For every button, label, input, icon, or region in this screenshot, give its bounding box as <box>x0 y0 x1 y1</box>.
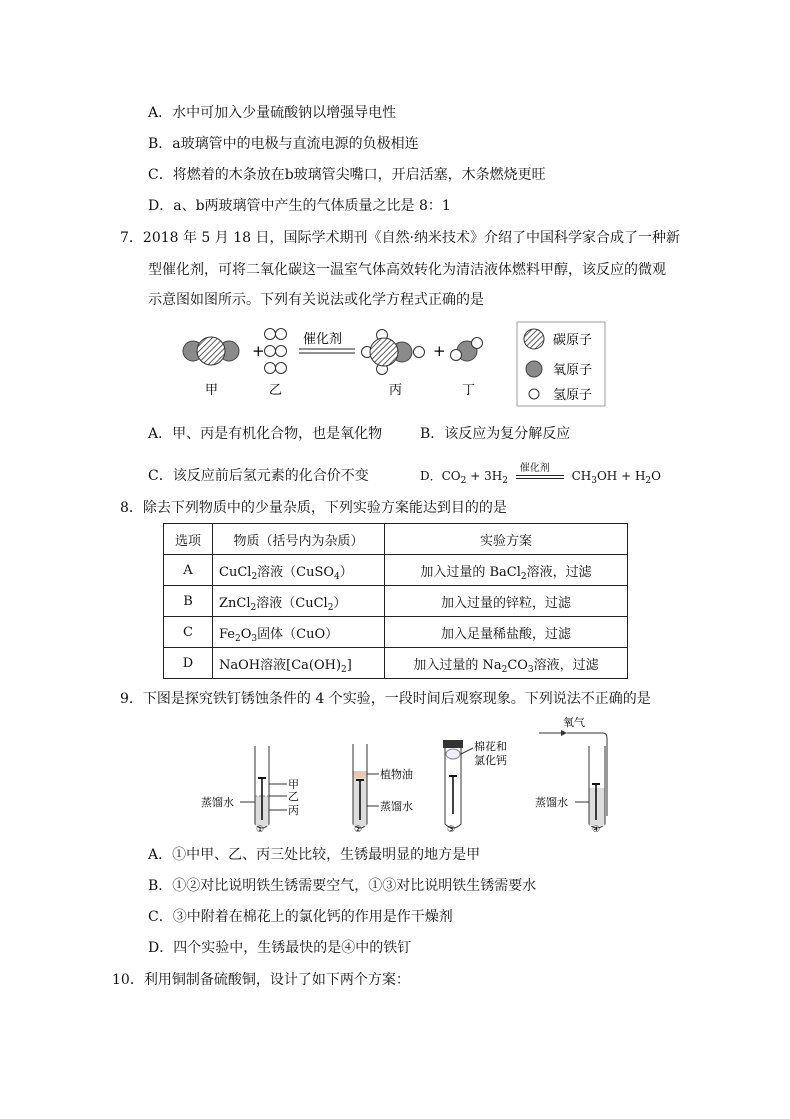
table-cell: A <box>164 555 213 586</box>
q9-experiment-diagram <box>195 716 625 838</box>
plus-sign-1: + <box>252 342 265 360</box>
table-row <box>164 586 628 617</box>
q8-table <box>163 523 628 679</box>
tube1-water-label: 蒸馏水 <box>201 796 234 809</box>
q9-option-d: D．四个实验中，生锈最快的是④中的铁钉 <box>148 940 412 956</box>
q7-d-h: + 3H <box>466 469 503 483</box>
label-ding: 丁 <box>462 383 476 398</box>
q7-d-co: D．CO <box>420 469 461 483</box>
legend-hydrogen: 氢原子 <box>553 388 593 403</box>
legend-oxygen: 氧原子 <box>553 363 593 378</box>
tube4-oxygen-label: 氧气 <box>563 716 585 729</box>
table-cell: D <box>164 648 213 679</box>
q7-d-sub: 2 <box>460 476 467 486</box>
tube4-number: ④ <box>592 825 601 835</box>
test-tube-3 <box>443 739 507 835</box>
q6-option-c: C．将燃着的木条放在b玻璃管尖嘴口，开启活塞，木条燃烧更旺 <box>148 167 546 183</box>
water-molecule <box>451 338 483 362</box>
tube1-number: ① <box>256 825 265 835</box>
q7-option-c: C．该反应前后氢元素的化合价不变 <box>148 468 369 484</box>
table-row <box>164 617 628 648</box>
table-row <box>164 648 628 679</box>
q7-option-b: B．该反应为复分解反应 <box>420 426 571 442</box>
h2-molecules <box>265 329 287 374</box>
tube1-label-bing: 丙 <box>288 804 299 817</box>
label-bing: 丙 <box>389 383 403 398</box>
q7-stem-line1: 7．2018 年 5 月 18 日，国际学术期刊《自然·纳米技术》介绍了中国科学家合成了一种新 <box>120 230 680 246</box>
atom-legend <box>517 322 605 406</box>
plus-sign-2: + <box>433 342 446 360</box>
table-header: 实验方案 <box>385 524 628 555</box>
q7-option-d <box>420 462 661 486</box>
q6-option-d: D．a、b两玻璃管中产生的气体质量之比是 8：1 <box>148 198 451 214</box>
table-header: 物质（括号内为杂质） <box>213 524 385 555</box>
q7-d-sub: 3 <box>591 476 597 486</box>
table-cell: ZnCl$_2$溶液（CuCl$_2$） <box>213 586 385 617</box>
table-cell: 加入足量稀盐酸，过滤 <box>385 617 628 648</box>
q7-stem-line3: 示意图如图所示。下列有关说法或化学方程式正确的是 <box>148 292 484 308</box>
test-tube-1 <box>201 746 299 835</box>
q6-option-b: B．a玻璃管中的电极与直流电源的负极相连 <box>148 136 419 152</box>
tube2-water-label: 蒸馏水 <box>380 800 413 813</box>
q10-stem: 10．利用铜制备硫酸铜，设计了如下两个方案： <box>112 972 410 988</box>
q8-stem: 8．除去下列物质中的少量杂质，下列实验方案能达到目的的是 <box>120 500 507 516</box>
table-row <box>164 555 628 586</box>
test-tube-2 <box>353 744 413 835</box>
table-cell: CuCl$_2$溶液（CuSO$_4$） <box>213 555 385 586</box>
table-cell: B <box>164 586 213 617</box>
table-cell: 加入过量的 BaCl$_2$溶液，过滤 <box>385 555 628 586</box>
q6-option-a: A．水中可加入少量硫酸钠以增强导电性 <box>148 105 397 121</box>
q7-d-sub: 2 <box>645 476 652 486</box>
q7-d-sub: 2 <box>502 476 508 486</box>
q9-option-c: C．③中附着在棉花上的氯化钙的作用是作干燥剂 <box>148 909 453 925</box>
test-tube-4 <box>535 716 607 835</box>
q9-option-a: A．①中甲、乙、丙三处比较，生锈最明显的地方是甲 <box>148 847 481 863</box>
q7-reaction-diagram <box>175 318 615 408</box>
catalyst-label: 催化剂 <box>303 332 343 347</box>
q7-d-arrow <box>516 462 564 479</box>
co2-molecule <box>183 337 239 365</box>
table-cell: 加入过量的锌粒，过滤 <box>385 586 628 617</box>
q9-option-b: B．①②对比说明铁生锈需要空气，①③对比说明铁生锈需要水 <box>148 878 537 894</box>
tube1-label-yi: 乙 <box>288 790 299 803</box>
label-yi: 乙 <box>269 383 283 398</box>
methanol-molecule <box>362 330 425 375</box>
table-header-row <box>164 524 628 555</box>
tube3-cotton-label: 棉花和 <box>474 740 507 753</box>
q7-d-oh: OH + H <box>596 469 646 483</box>
legend-carbon: 碳原子 <box>553 333 593 348</box>
table-header: 选项 <box>164 524 213 555</box>
q7-stem-line2: 型催化剂，可将二氧化碳这一温室气体高效转化为清洁液体燃料甲醇，该反应的微观 <box>148 262 666 278</box>
q9-stem: 9．下图是探究铁钉锈蚀条件的 4 个实验，一段时间后观察现象。下列说法不正确的是 <box>120 691 651 707</box>
q7-d-o: O <box>651 469 661 483</box>
tube2-number: ② <box>354 825 363 835</box>
table-cell: C <box>164 617 213 648</box>
tube3-number: ③ <box>447 825 456 835</box>
table-cell: NaOH溶液$[Ca(OH)_2]$ <box>213 648 385 679</box>
table-cell: $Fe_2O_3$固体（CuO） <box>213 617 385 648</box>
tube4-water-label: 蒸馏水 <box>535 796 568 809</box>
q7-d-catalyst: 催化剂 <box>519 462 550 474</box>
tube2-oil-label: 植物油 <box>380 768 413 781</box>
q7-d-ch: CH <box>571 469 592 483</box>
tube1-label-jia: 甲 <box>288 778 299 791</box>
table-cell: 加入过量的 $Na_2CO_3$溶液，过滤 <box>385 648 628 679</box>
label-jia: 甲 <box>205 383 219 398</box>
q7-option-a: A．甲、丙是有机化合物，也是氧化物 <box>148 426 383 442</box>
tube3-calcium-chloride-label: 氯化钙 <box>474 754 507 767</box>
